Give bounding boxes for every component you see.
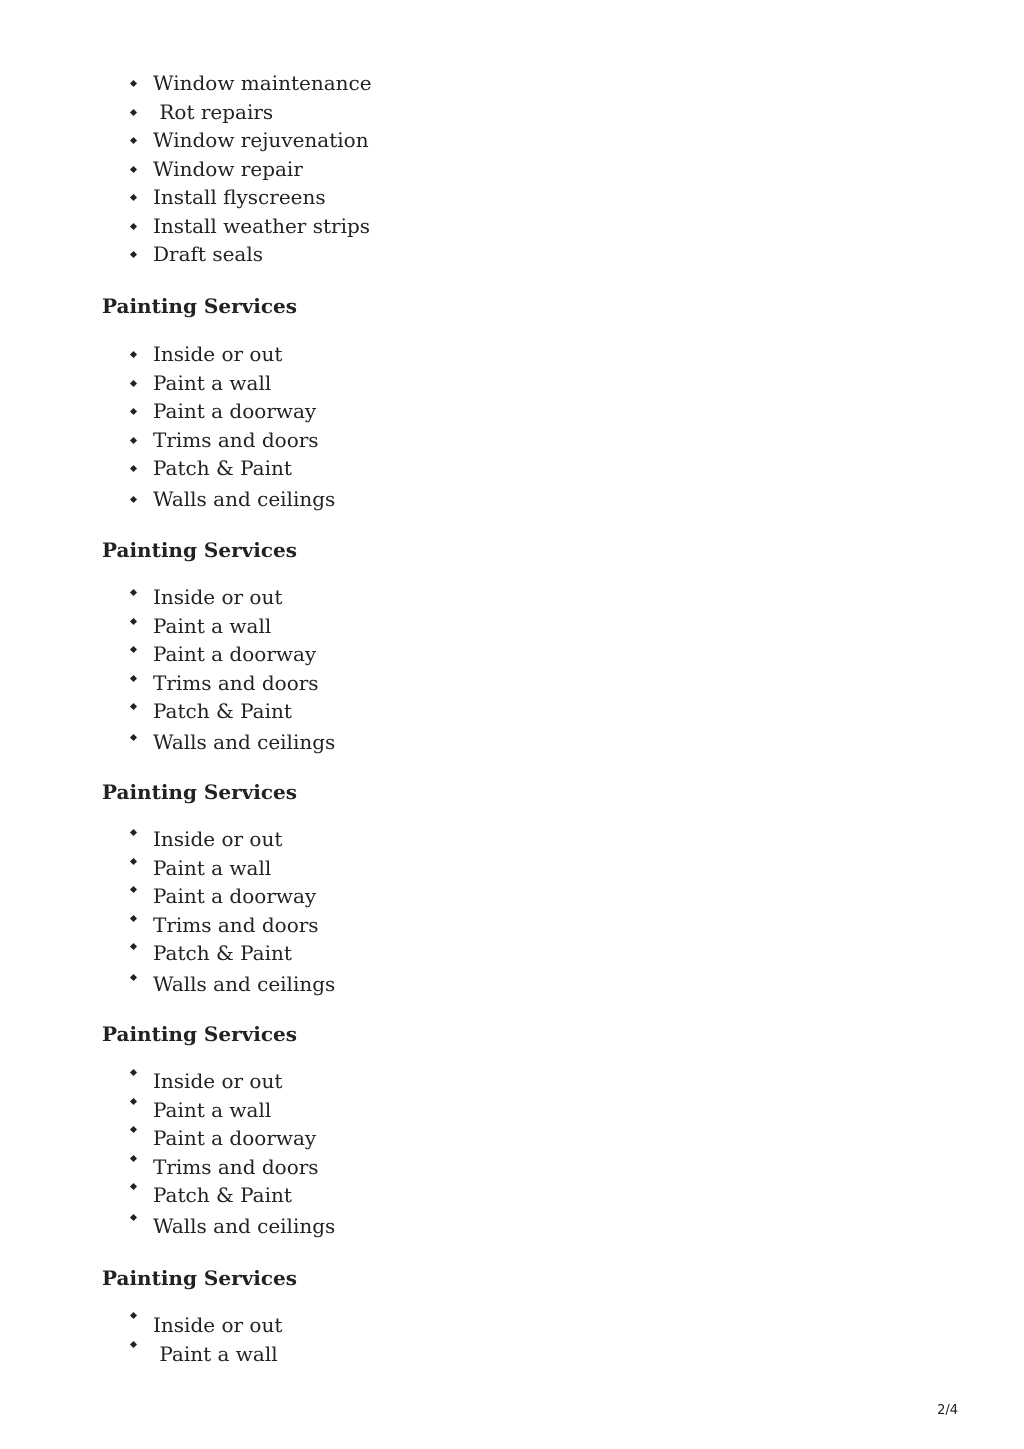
bullet-icon [130, 617, 137, 624]
list-item-label: Inside or out [153, 585, 283, 609]
page-number: 2/4 [937, 1403, 958, 1418]
list-item-label: Trims and doors [153, 1154, 319, 1179]
list-item [0, 426, 335, 455]
list-item [0, 1124, 335, 1153]
list-item-label: Trims and doors [153, 427, 319, 452]
painting-services-list [0, 340, 335, 513]
bullet-icon [130, 886, 137, 893]
list-item-label: Inside or out [153, 342, 283, 366]
list-item [0, 240, 372, 269]
list-item [0, 640, 335, 669]
painting-services-list [0, 583, 335, 756]
section-heading: Painting Services [102, 780, 298, 804]
list-item-label: Window maintenance [153, 71, 372, 95]
list-item [0, 397, 335, 426]
list-item [0, 183, 372, 212]
list-item-label: Paint a doorway [153, 1126, 317, 1150]
painting-services-list [0, 825, 335, 998]
bullet-icon [130, 465, 137, 472]
bullet-icon [130, 495, 137, 502]
bullet-icon [130, 351, 137, 358]
list-item [0, 155, 372, 184]
list-item [0, 69, 372, 98]
list-item [0, 1096, 335, 1125]
list-item [0, 669, 335, 698]
bullet-icon [130, 1154, 137, 1161]
list-item-label: Install flyscreens [153, 185, 326, 209]
list-item-label: Window rejuvenation [153, 128, 369, 152]
list-item-label: Inside or out [153, 1313, 283, 1337]
list-item [0, 583, 335, 612]
bullet-icon [130, 165, 137, 172]
list-item [0, 369, 335, 398]
list-item-label: Inside or out [153, 827, 283, 851]
list-item-label: Window repair [153, 156, 303, 181]
list-item-label: Walls and ceilings [153, 486, 336, 511]
list-item-label: Walls and ceilings [153, 971, 336, 996]
bullet-icon [130, 222, 137, 229]
section-heading: Painting Services [102, 538, 298, 562]
bullet-icon [130, 1126, 137, 1133]
painting-services-list [0, 1067, 335, 1240]
list-item-label: Walls and ceilings [153, 1213, 336, 1238]
bullet-icon [130, 379, 137, 386]
bullet-icon [130, 251, 137, 258]
bullet-icon [130, 914, 137, 921]
list-item-label: Patch & Paint [153, 456, 292, 480]
bullet-icon [130, 194, 137, 201]
list-item-label: Paint a wall [153, 855, 272, 880]
bullet-icon [130, 943, 137, 950]
list-item [0, 1340, 282, 1369]
list-item-label: Draft seals [153, 242, 263, 266]
list-item [0, 911, 335, 940]
list-item [0, 454, 335, 483]
bullet-icon [130, 108, 137, 115]
list-item-label: Paint a doorway [153, 642, 317, 666]
list-item [0, 1153, 335, 1182]
list-item [0, 1181, 335, 1210]
bullet-icon [130, 1097, 137, 1104]
list-item [0, 98, 372, 127]
list-item-label: Paint a doorway [153, 884, 317, 908]
list-item [0, 939, 335, 968]
list-item [0, 126, 372, 155]
list-item-label: Paint a wall [153, 370, 272, 395]
bullet-icon [130, 1069, 137, 1076]
section-heading: Painting Services [102, 294, 298, 318]
list-item [0, 1311, 282, 1340]
bullet-icon [130, 408, 137, 415]
list-item-label: Paint a wall [153, 613, 272, 638]
list-item-label: Walls and ceilings [153, 729, 336, 754]
section-heading: Painting Services [102, 1022, 298, 1046]
list-item [0, 728, 335, 757]
list-item-label: Paint a wall [153, 1341, 278, 1366]
list-item-label: Patch & Paint [153, 941, 292, 965]
bullet-icon [130, 436, 137, 443]
bullet-icon [130, 137, 137, 144]
bullet-icon [130, 80, 137, 87]
list-item-label: Patch & Paint [153, 1183, 292, 1207]
bullet-icon [130, 1213, 137, 1220]
bullet-icon [130, 829, 137, 836]
bullet-icon [130, 674, 137, 681]
painting-services-list [0, 1311, 282, 1368]
bullet-icon [130, 733, 137, 740]
bullet-icon [130, 1183, 137, 1190]
bullet-icon [130, 646, 137, 653]
list-item-label: Rot repairs [153, 99, 274, 124]
list-item [0, 485, 335, 514]
list-item [0, 612, 335, 641]
list-item-label: Paint a wall [153, 1097, 272, 1122]
list-item-label: Trims and doors [153, 670, 319, 695]
bullet-icon [130, 1312, 137, 1319]
window-services-list [0, 69, 372, 269]
list-item-label: Patch & Paint [153, 699, 292, 723]
list-item [0, 340, 335, 369]
bullet-icon [130, 589, 137, 596]
list-item-label: Install weather strips [153, 213, 371, 238]
list-item [0, 882, 335, 911]
list-item-label: Inside or out [153, 1069, 283, 1093]
section-heading: Painting Services [102, 1266, 298, 1290]
bullet-icon [130, 703, 137, 710]
list-item [0, 212, 372, 241]
list-item [0, 825, 335, 854]
bullet-icon [130, 857, 137, 864]
list-item-label: Paint a doorway [153, 399, 317, 423]
bullet-icon [130, 1340, 137, 1347]
list-item [0, 854, 335, 883]
list-item [0, 697, 335, 726]
list-item [0, 1067, 335, 1096]
bullet-icon [130, 973, 137, 980]
list-item-label: Trims and doors [153, 912, 319, 937]
list-item [0, 970, 335, 999]
list-item [0, 1212, 335, 1241]
